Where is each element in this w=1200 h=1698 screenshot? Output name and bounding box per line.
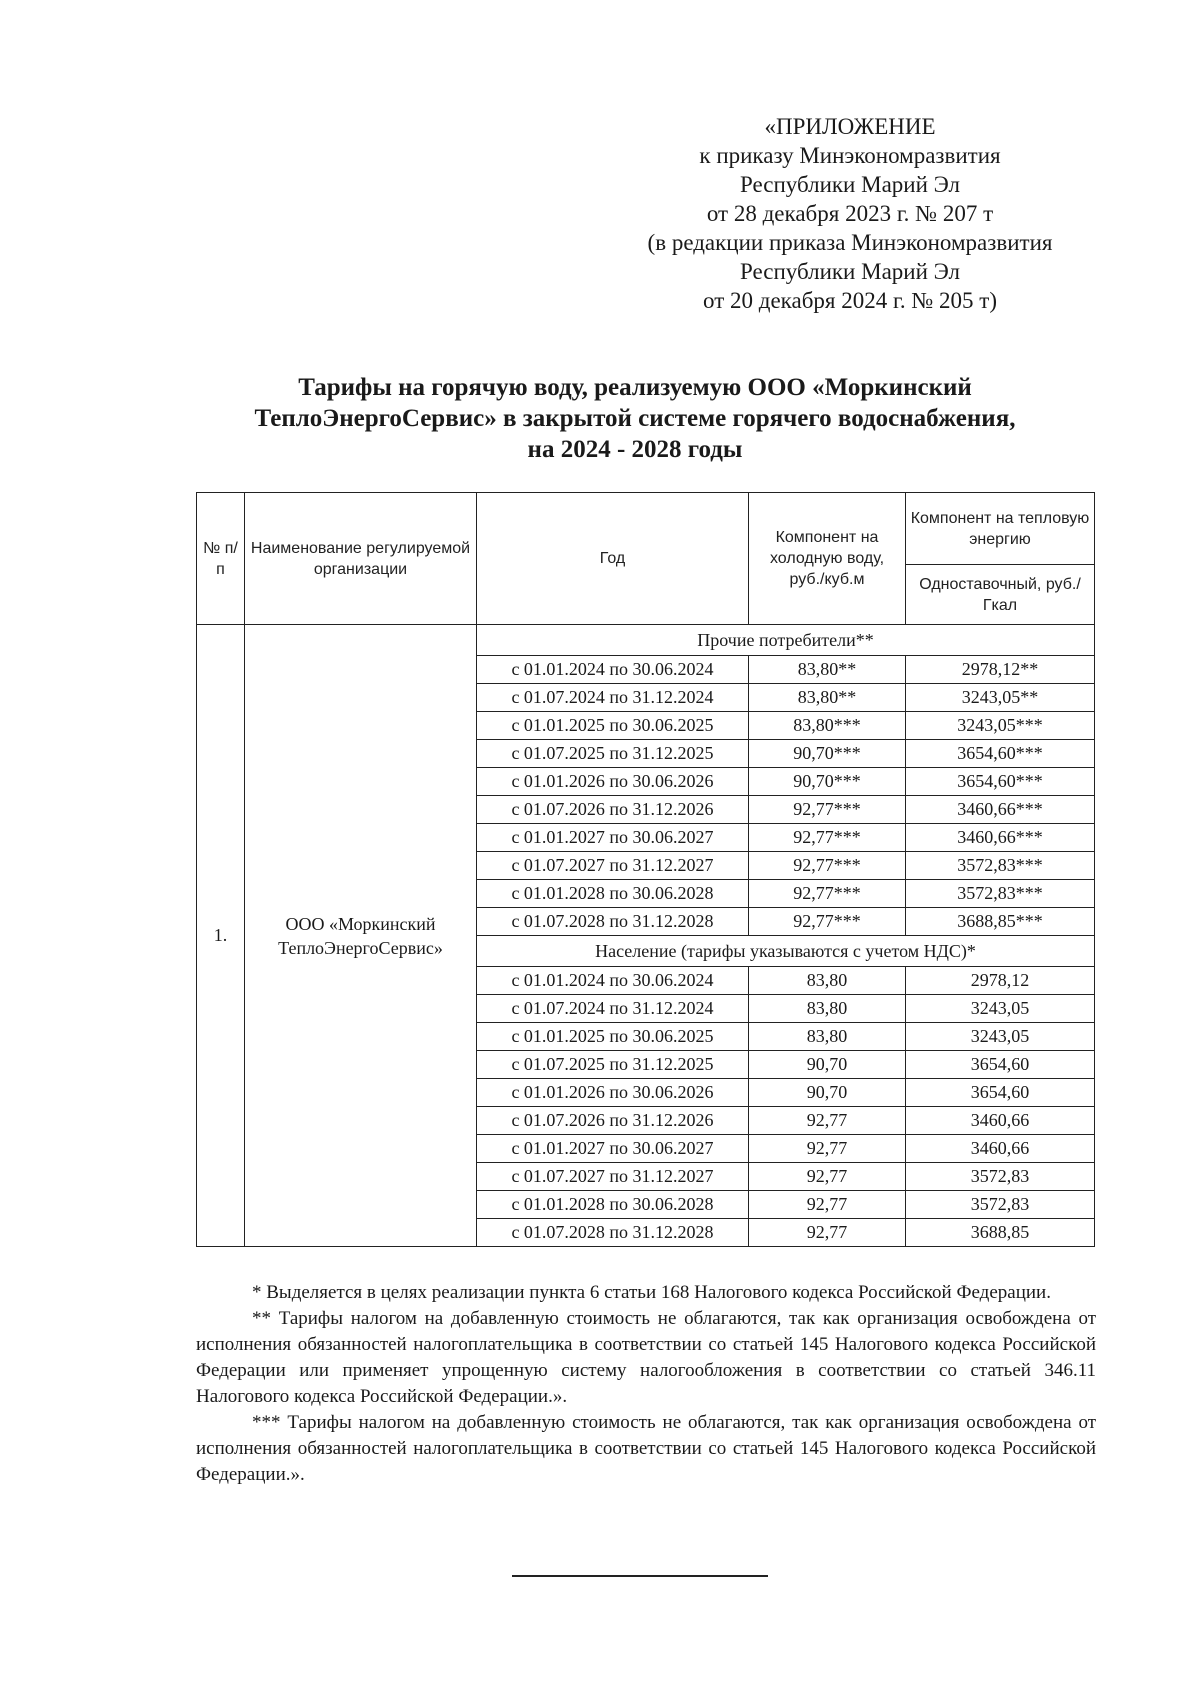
footnote-three-star: *** Тарифы налогом на добавленную стоимость не облагаются, так как организация освобождена от исполнения обязанностей налогоплательщика в соответствии со статьей 145 Налогового кодекса Российской Федерации.». (196, 1412, 1096, 1485)
heat-energy-cell: 3460,66 (906, 1135, 1095, 1163)
cold-water-cell: 83,80** (749, 656, 906, 684)
period-cell: с 01.01.2027 по 30.06.2027 (477, 1135, 749, 1163)
title-line: Тарифы на горячую воду, реализуемую ООО «Моркинский (298, 374, 972, 401)
heat-energy-cell: 3460,66*** (906, 796, 1095, 824)
cold-water-cell: 83,80 (749, 1023, 906, 1051)
consumer-group-label: Прочие потребители** (477, 625, 1095, 656)
period-cell: с 01.01.2026 по 30.06.2026 (477, 1079, 749, 1107)
header-year: Год (477, 493, 749, 625)
header-line: к приказу Минэкономразвития (699, 143, 1001, 168)
heat-energy-cell: 3460,66 (906, 1107, 1095, 1135)
heat-energy-cell: 3688,85*** (906, 908, 1095, 936)
period-cell: с 01.01.2028 по 30.06.2028 (477, 1191, 749, 1219)
document-title (180, 372, 1090, 465)
period-cell: с 01.07.2024 по 31.12.2024 (477, 995, 749, 1023)
period-cell: с 01.07.2026 по 31.12.2026 (477, 796, 749, 824)
cold-water-cell: 92,77*** (749, 796, 906, 824)
organization-name: ООО «Моркинский ТеплоЭнергоСервис» (245, 625, 477, 1247)
period-cell: с 01.01.2025 по 30.06.2025 (477, 712, 749, 740)
footnote-two-star: ** Тарифы налогом на добавленную стоимость не облагаются, так как организация освобождена от исполнения обязанностей налогоплательщика в соответствии со статьей 145 Налогового кодекса Российской Федерации или применяет упрощенную систему налогообложения в соответствии со статьей 346.11 Налогового кодекса Российской Федерации.». (196, 1308, 1096, 1407)
group-header-row (197, 625, 1095, 656)
cold-water-cell: 92,77*** (749, 852, 906, 880)
period-cell: с 01.07.2025 по 31.12.2025 (477, 740, 749, 768)
cold-water-cell: 92,77 (749, 1219, 906, 1247)
consumer-group-label: Население (тарифы указываются с учетом НДС)* (477, 936, 1095, 967)
header-line: Республики Марий Эл (739, 172, 961, 197)
heat-energy-cell: 3243,05 (906, 1023, 1095, 1051)
period-cell: с 01.07.2025 по 31.12.2025 (477, 1051, 749, 1079)
header-cold-water: Компонент на холодную воду, руб./куб.м (749, 493, 906, 625)
cold-water-cell: 83,80 (749, 995, 906, 1023)
heat-energy-cell: 3243,05 (906, 995, 1095, 1023)
footnotes (196, 1280, 1096, 1488)
period-cell: с 01.01.2028 по 30.06.2028 (477, 880, 749, 908)
heat-energy-cell: 3572,83*** (906, 852, 1095, 880)
footnote-one-star: * Выделяется в целях реализации пункта 6 статьи 168 Налогового кодекса Российской Федерации. (252, 1282, 1051, 1303)
header-heat-single-rate: Одноставочный, руб./Гкал (906, 565, 1095, 625)
heat-energy-cell: 3460,66*** (906, 824, 1095, 852)
cold-water-cell: 90,70*** (749, 768, 906, 796)
heat-energy-cell: 2978,12** (906, 656, 1095, 684)
heat-energy-cell: 3654,60 (906, 1051, 1095, 1079)
period-cell: с 01.01.2025 по 30.06.2025 (477, 1023, 749, 1051)
period-cell: с 01.07.2028 по 31.12.2028 (477, 908, 749, 936)
period-cell: с 01.01.2024 по 30.06.2024 (477, 656, 749, 684)
cold-water-cell: 92,77*** (749, 908, 906, 936)
header-line: Республики Марий Эл (739, 259, 961, 284)
cold-water-cell: 92,77 (749, 1191, 906, 1219)
heat-energy-cell: 3654,60 (906, 1079, 1095, 1107)
period-cell: с 01.01.2024 по 30.06.2024 (477, 967, 749, 995)
period-cell: с 01.01.2027 по 30.06.2027 (477, 824, 749, 852)
cold-water-cell: 83,80*** (749, 712, 906, 740)
header-num: № п/п (197, 493, 245, 625)
cold-water-cell: 92,77 (749, 1107, 906, 1135)
heat-energy-cell: 3688,85 (906, 1219, 1095, 1247)
cold-water-cell: 90,70 (749, 1051, 906, 1079)
appendix-header (600, 112, 1100, 315)
header-line: (в редакции приказа Минэкономразвития (647, 230, 1053, 255)
period-cell: с 01.07.2026 по 31.12.2026 (477, 1107, 749, 1135)
heat-energy-cell: 3654,60*** (906, 768, 1095, 796)
end-divider (512, 1575, 768, 1577)
title-line: ТеплоЭнергоСервис» в закрытой системе горячего водоснабжения, (254, 405, 1016, 432)
header-line: от 20 декабря 2024 г. № 205 т) (703, 288, 997, 313)
heat-energy-cell: 3654,60*** (906, 740, 1095, 768)
header-org: Наименование регулируемой организации (245, 493, 477, 625)
header-line: «ПРИЛОЖЕНИЕ (764, 114, 936, 139)
heat-energy-cell: 2978,12 (906, 967, 1095, 995)
cold-water-cell: 92,77 (749, 1163, 906, 1191)
heat-energy-cell: 3572,83 (906, 1191, 1095, 1219)
tariff-table (196, 492, 1095, 1247)
cold-water-cell: 92,77*** (749, 824, 906, 852)
heat-energy-cell: 3572,83*** (906, 880, 1095, 908)
period-cell: с 01.07.2028 по 31.12.2028 (477, 1219, 749, 1247)
heat-energy-cell: 3572,83 (906, 1163, 1095, 1191)
cold-water-cell: 92,77 (749, 1135, 906, 1163)
heat-energy-cell: 3243,05*** (906, 712, 1095, 740)
period-cell: с 01.07.2027 по 31.12.2027 (477, 852, 749, 880)
period-cell: с 01.01.2026 по 30.06.2026 (477, 768, 749, 796)
header-heat-energy: Компонент на тепловую энергию (906, 493, 1095, 565)
header-line: от 28 декабря 2023 г. № 207 т (706, 201, 994, 226)
heat-energy-cell: 3243,05** (906, 684, 1095, 712)
cold-water-cell: 90,70*** (749, 740, 906, 768)
period-cell: с 01.07.2024 по 31.12.2024 (477, 684, 749, 712)
row-number: 1. (197, 625, 245, 1247)
cold-water-cell: 83,80 (749, 967, 906, 995)
cold-water-cell: 92,77*** (749, 880, 906, 908)
period-cell: с 01.07.2027 по 31.12.2027 (477, 1163, 749, 1191)
title-line: на 2024 - 2028 годы (527, 436, 743, 463)
cold-water-cell: 83,80** (749, 684, 906, 712)
cold-water-cell: 90,70 (749, 1079, 906, 1107)
